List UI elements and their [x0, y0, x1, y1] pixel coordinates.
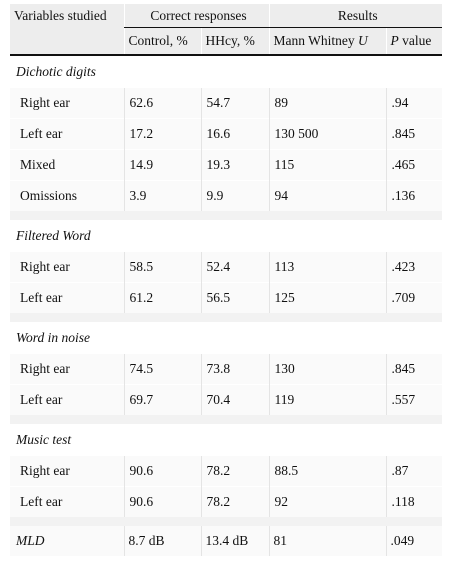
- table-row-mld: [10, 526, 442, 556]
- table-row: [10, 385, 442, 416]
- mann-whitney-cell: 88.5: [269, 456, 386, 487]
- section-title: Filtered Word: [10, 220, 442, 252]
- hhcy-cell: 70.4: [201, 385, 269, 416]
- table-row: [10, 150, 442, 181]
- row-label: Left ear: [10, 119, 124, 150]
- mann-prefix: Mann Whitney: [273, 33, 358, 48]
- mann-whitney-cell: 130 500: [269, 119, 386, 150]
- p-value-cell: .557: [386, 385, 442, 416]
- p-value-cell: .465: [386, 150, 442, 181]
- table-row: [10, 283, 442, 314]
- header-p-value: [386, 28, 442, 56]
- header-results: Results: [269, 4, 442, 28]
- section-row: [10, 55, 442, 88]
- p-value-cell: .423: [386, 252, 442, 283]
- row-label: Left ear: [10, 487, 124, 518]
- header-correct-responses: Correct responses: [124, 4, 269, 28]
- section-row: [10, 220, 442, 252]
- results-table: [10, 4, 442, 556]
- control-cell: 90.6: [124, 456, 201, 487]
- section-spacer: [10, 313, 442, 322]
- mann-whitney-cell: 119: [269, 385, 386, 416]
- table-row: [10, 252, 442, 283]
- p-italic: P: [390, 33, 399, 48]
- row-label: Left ear: [10, 283, 124, 314]
- section-spacer: [10, 415, 442, 424]
- hhcy-cell: 56.5: [201, 283, 269, 314]
- mann-whitney-cell: 115: [269, 150, 386, 181]
- table-row: [10, 88, 442, 119]
- section-title: Music test: [10, 424, 442, 456]
- table-row: [10, 119, 442, 150]
- control-cell: 90.6: [124, 487, 201, 518]
- section-title: Dichotic digits: [10, 55, 442, 88]
- table-body: [10, 55, 442, 556]
- hhcy-cell: 13.4 dB: [201, 526, 269, 556]
- hhcy-cell: 52.4: [201, 252, 269, 283]
- row-label: Mixed: [10, 150, 124, 181]
- header-hhcy: HHcy, %: [201, 28, 269, 56]
- row-label: Right ear: [10, 354, 124, 385]
- control-cell: 58.5: [124, 252, 201, 283]
- header-row-columns: [10, 28, 442, 56]
- hhcy-cell: 54.7: [201, 88, 269, 119]
- row-label: MLD: [10, 526, 124, 556]
- p-value-cell: .845: [386, 119, 442, 150]
- header-blank: [10, 28, 124, 56]
- table-row: [10, 181, 442, 212]
- section-title: Word in noise: [10, 322, 442, 354]
- mann-u: U: [358, 33, 368, 48]
- table-row: [10, 354, 442, 385]
- p-suffix: value: [398, 33, 432, 48]
- table-row: [10, 487, 442, 518]
- control-cell: 69.7: [124, 385, 201, 416]
- hhcy-cell: 78.2: [201, 456, 269, 487]
- header-variables: Variables studied: [10, 4, 124, 28]
- hhcy-cell: 73.8: [201, 354, 269, 385]
- row-label: Omissions: [10, 181, 124, 212]
- hhcy-cell: 78.2: [201, 487, 269, 518]
- mann-whitney-cell: 113: [269, 252, 386, 283]
- p-value-cell: .94: [386, 88, 442, 119]
- mann-whitney-cell: 89: [269, 88, 386, 119]
- mann-whitney-cell: 92: [269, 487, 386, 518]
- p-value-cell: .049: [386, 526, 442, 556]
- row-label: Left ear: [10, 385, 124, 416]
- row-label: Right ear: [10, 88, 124, 119]
- header-control: Control, %: [124, 28, 201, 56]
- hhcy-cell: 19.3: [201, 150, 269, 181]
- table-row: [10, 456, 442, 487]
- p-value-cell: .136: [386, 181, 442, 212]
- header-row-groups: [10, 4, 442, 28]
- mann-whitney-cell: 125: [269, 283, 386, 314]
- section-spacer: [10, 211, 442, 220]
- p-value-cell: .87: [386, 456, 442, 487]
- header-mann-whitney: [269, 28, 386, 56]
- hhcy-cell: 16.6: [201, 119, 269, 150]
- control-cell: 61.2: [124, 283, 201, 314]
- p-value-cell: .118: [386, 487, 442, 518]
- control-cell: 74.5: [124, 354, 201, 385]
- p-value-cell: .845: [386, 354, 442, 385]
- section-spacer: [10, 517, 442, 526]
- control-cell: 17.2: [124, 119, 201, 150]
- p-value-cell: .709: [386, 283, 442, 314]
- row-label: Right ear: [10, 456, 124, 487]
- mann-whitney-cell: 81: [269, 526, 386, 556]
- section-row: [10, 322, 442, 354]
- section-row: [10, 424, 442, 456]
- control-cell: 14.9: [124, 150, 201, 181]
- mann-whitney-cell: 130: [269, 354, 386, 385]
- control-cell: 62.6: [124, 88, 201, 119]
- control-cell: 8.7 dB: [124, 526, 201, 556]
- mann-whitney-cell: 94: [269, 181, 386, 212]
- control-cell: 3.9: [124, 181, 201, 212]
- hhcy-cell: 9.9: [201, 181, 269, 212]
- row-label: Right ear: [10, 252, 124, 283]
